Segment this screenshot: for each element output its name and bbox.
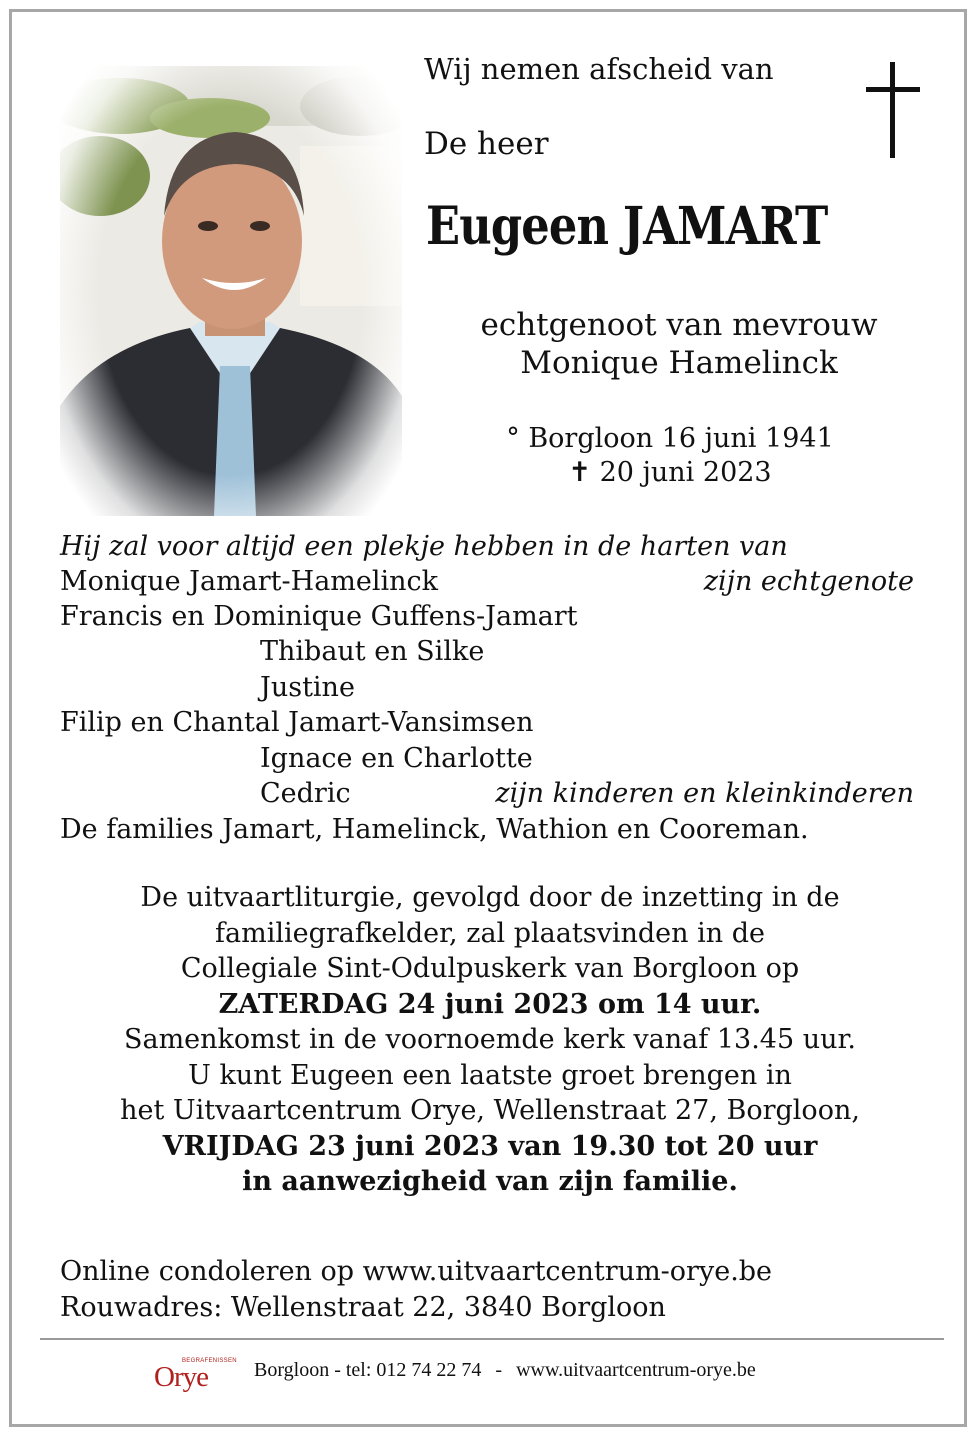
funeral-line: Samenkomst in de voornoemde kerk vanaf 13.45 uur. [123, 1024, 857, 1055]
funeral-line: U kunt Eugeen een laatste groet brengen in [188, 1059, 792, 1091]
footer-contact [254, 1359, 756, 1382]
family-member: Filip en Chantal Jamart-Vansimsen [60, 707, 534, 738]
family-row [60, 776, 920, 812]
family-row [60, 670, 920, 706]
spouse-line-2: Monique Hamelinck [520, 345, 838, 381]
intro-text: Wij nemen afscheid van [424, 52, 774, 86]
contact-block [60, 1254, 772, 1325]
funeral-date: ZATERDAG 24 juni 2023 om 14 uur. [218, 988, 762, 1020]
logo-wordmark: Orye [154, 1361, 208, 1393]
visitation-date: VRIJDAG 23 juni 2023 van 19.30 tot 20 uur [162, 1130, 818, 1162]
family-member: Ignace en Charlotte [260, 743, 533, 774]
death-date: ✝ 20 juni 2023 [568, 457, 772, 488]
portrait-photo [60, 66, 402, 516]
family-member: De families Jamart, Hamelinck, Wathion en Cooreman. [60, 814, 809, 845]
funeral-line: familiegrafkelder, zal plaatsvinden in de [215, 917, 765, 949]
footer-separator: - [495, 1359, 503, 1381]
deceased-name: Eugeen JAMART [426, 196, 828, 257]
birth-date: ° Borgloon 16 juni 1941 [506, 423, 834, 454]
visitation-note: in aanwezigheid van zijn familie. [242, 1166, 738, 1197]
online-condolence: Online condoleren op www.uitvaartcentrum-orye.be [60, 1256, 773, 1287]
mourning-address: Rouwadres: Wellenstraat 22, 3840 Borgloon [60, 1291, 666, 1323]
family-relation: zijn kinderen en kleinkinderen [495, 778, 914, 809]
funeral-line: Collegiale Sint-Odulpuskerk van Borgloon op [180, 953, 800, 984]
family-member: Thibaut en Silke [260, 636, 485, 667]
funeral-line: De uitvaartliturgie, gevolgd door de inzetting in de [140, 882, 840, 913]
funeral-line: het Uitvaartcentrum Orye, Wellenstraat 27, Borgloon, [120, 1095, 860, 1126]
footer-phone: Borgloon - tel: 012 74 22 74 [254, 1359, 482, 1381]
family-row [60, 599, 920, 635]
orye-logo [154, 1358, 237, 1393]
family-member: Francis en Dominique Guffens-Jamart [60, 601, 578, 632]
family-row [60, 564, 920, 600]
footer-website[interactable]: www.uitvaartcentrum-orye.be [516, 1359, 756, 1381]
spouse-block [424, 306, 934, 382]
spouse-line-1: echtgenoot van mevrouw [480, 307, 878, 343]
family-relation: zijn echtgenote [703, 566, 914, 597]
family-member: Justine [260, 672, 355, 703]
family-member: Cedric [260, 778, 351, 809]
funeral-details [40, 880, 940, 1200]
family-row [60, 634, 920, 670]
logo-subtitle: BEGRAFENISSEN [182, 1358, 237, 1364]
family-lead: Hij zal voor altijd een plekje hebben in de harten van [60, 531, 788, 562]
honorific: De heer [424, 126, 549, 162]
footer-divider [40, 1338, 944, 1340]
family-member: Monique Jamart-Hamelinck [60, 566, 439, 597]
family-row [60, 705, 920, 741]
family-row [60, 741, 920, 777]
cross-icon [866, 62, 920, 158]
dates-block [460, 422, 880, 490]
family-row [60, 812, 920, 848]
